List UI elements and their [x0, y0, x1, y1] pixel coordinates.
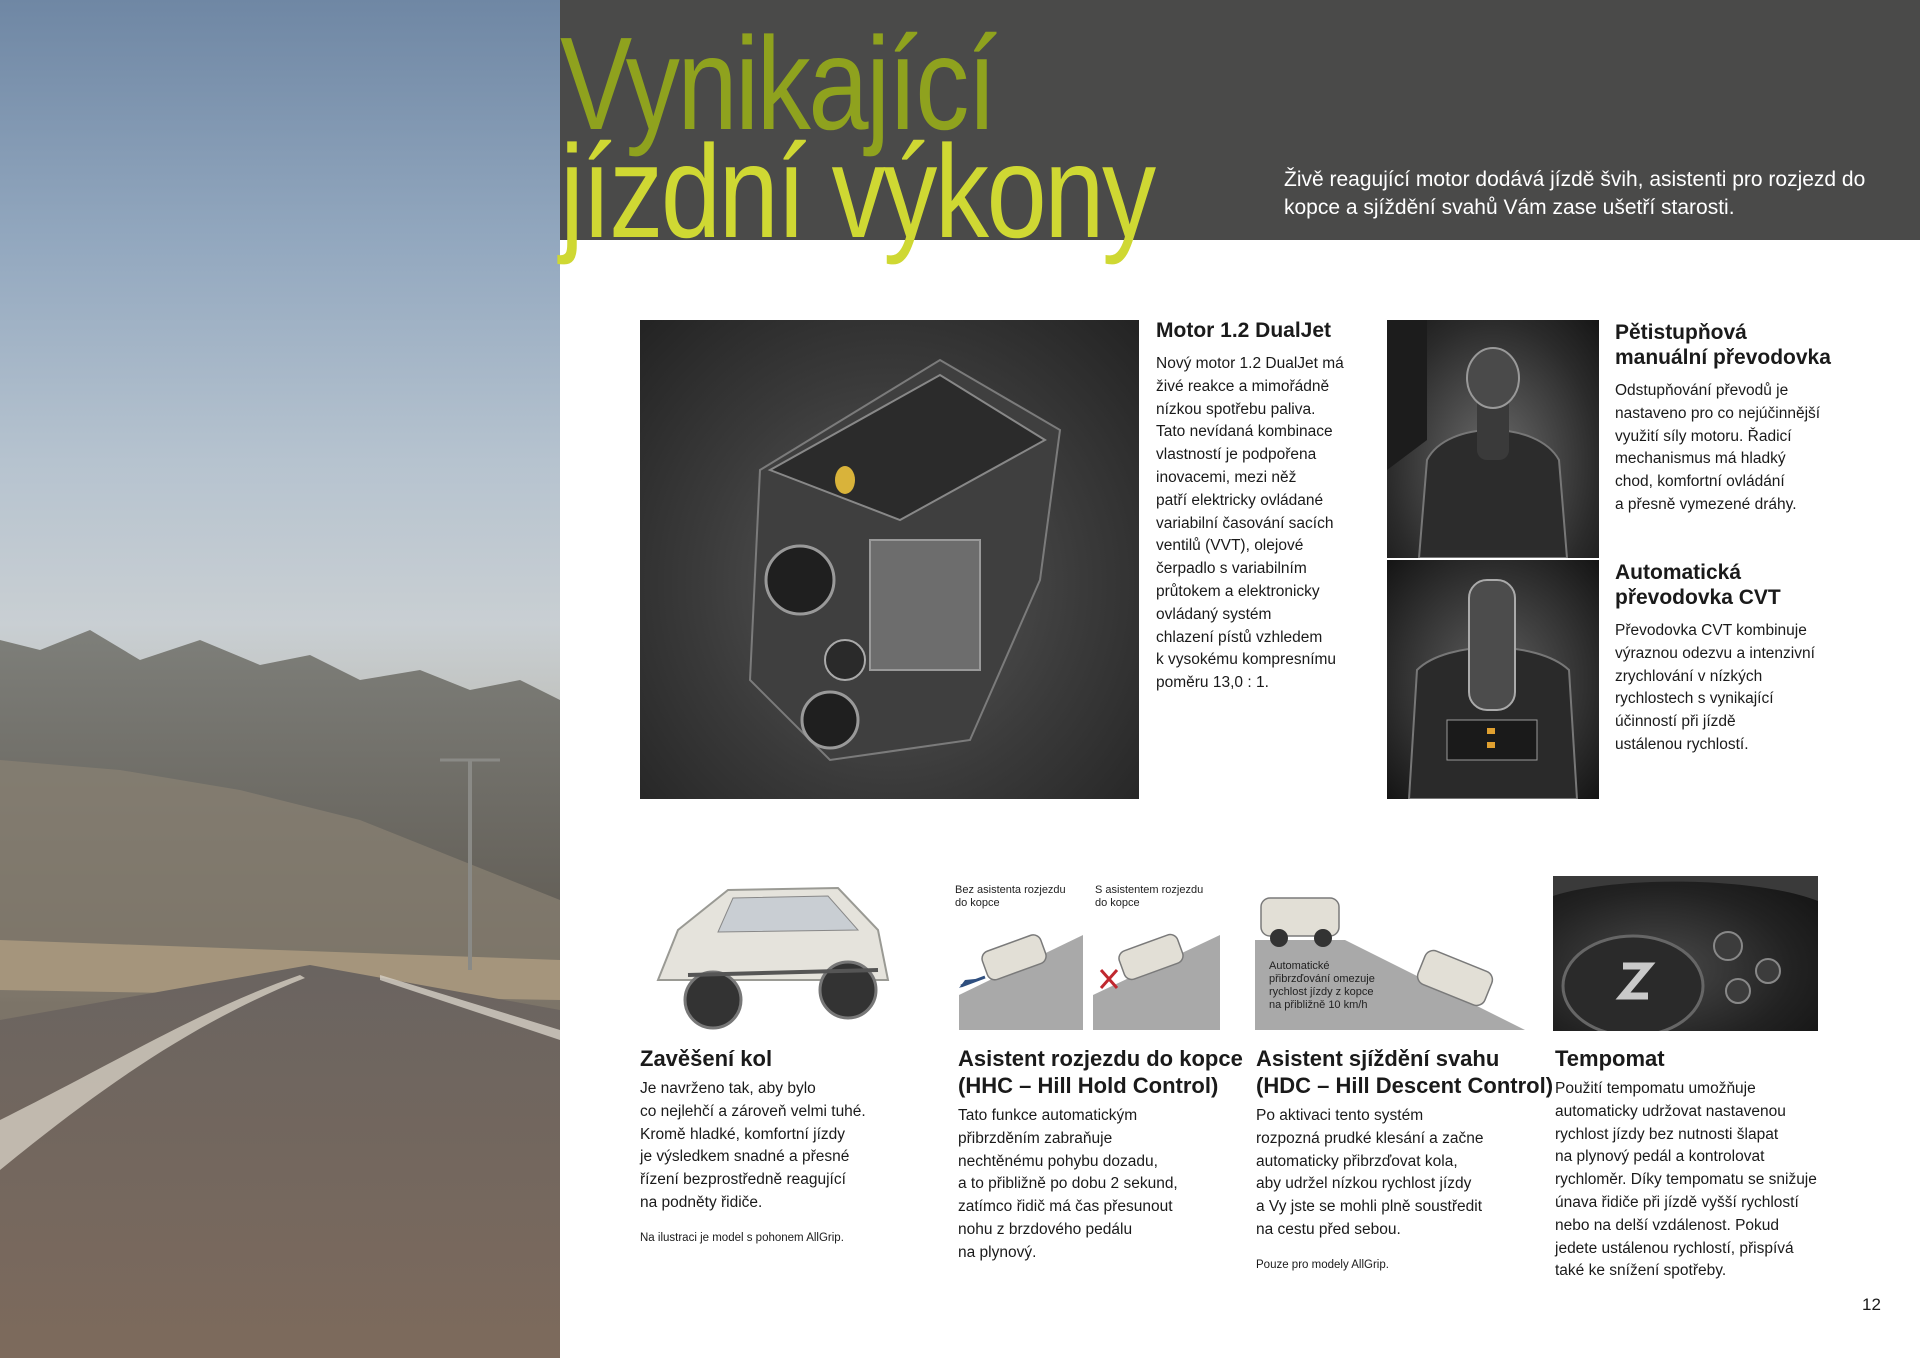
car-chassis-illustration [638, 870, 908, 1040]
title-line-1: Vynikající [560, 10, 995, 157]
road-photo [0, 0, 560, 1358]
suspension-note: Na ilustraci je model s pohonem AllGrip. [640, 1231, 844, 1244]
steering-wheel-illustration [1553, 876, 1818, 1031]
hdc-heading-line-2: (HDC – Hill Descent Control) [1256, 1073, 1554, 1098]
cvt-body: Převodovka CVT kombinuje výraznou odezvu a intenzivní zrychlování v nízkých rychlostech s vynikající účinností při jízdě ustálenou rychlostí. [1615, 622, 1815, 753]
hhc-illustration [955, 880, 1225, 1030]
cruise-control-photo [1553, 876, 1818, 1031]
engine-photo [640, 320, 1139, 799]
page-title [560, 10, 1154, 265]
hhc-body: Tato funkce automatickým přibrzděním zabraňuje nechtěnému pohybu dozadu, a to přibližně po dobu 2 sekund, zatímco řidič má čas přesunout nohu z brzdového pedálu na plynový. [958, 1107, 1178, 1261]
hhc-label-with: S asistentem rozjezdu do kopce [1095, 884, 1204, 909]
hdc-body: Po aktivaci tento systém rozpozná prudké klesání a začne automaticky přibrzďovat kola, aby udržel nízkou rychlost jízdy a Vy jste se mohli plně soustředit na cestu před sebou. [1256, 1107, 1484, 1238]
cvt-heading-line-1: Automatická [1615, 561, 1742, 584]
hdc-section [1256, 1045, 1556, 1273]
hhc-heading-line-1: Asistent rozjezdu do kopce [958, 1046, 1243, 1071]
cvt-heading-line-2: převodovka CVT [1615, 586, 1781, 609]
hdc-heading-line-1: Asistent sjíždění svahu [1256, 1046, 1500, 1071]
hhc-label-without: Bez asistenta rozjezdu do kopce [955, 884, 1066, 909]
suspension-body: Je navrženo tak, aby bylo co nejlehčí a zároveň velmi tuhé. Kromě hladké, komfortní jízdy je výsledkem snadné a přesné řízení bezprostředně reagující na podněty řidiče. [640, 1080, 866, 1211]
hdc-label: Automatické přibrzďování omezuje rychlost jízdy z kopce na přibližně 10 km/h [1269, 960, 1375, 1011]
suspension-photo [638, 870, 908, 1040]
title-line-2: jízdní výkony [560, 118, 1154, 265]
cvt-gearbox-photo [1387, 560, 1599, 799]
engine-body: Nový motor 1.2 DualJet má živé reakce a mimořádně nízkou spotřebu paliva. Tato nevídaná kombinace vlastností je podpořena inovacemi, mezi něž patří elektricky ovládané variabilní časování sacích ventilů (VVT), olejové čerpadlo s variabilním průtokem a elektronicky ovládaný systém chlazení pístů vzhledem k vysokému kompresnímu poměru 13,0 : 1. [1156, 355, 1344, 692]
manual-body: Odstupňování převodů je nastaveno pro co nejúčinnější využití síly motoru. Řadicí mechanismus má hladký chod, komfortní ovládání a přesně vymezené dráhy. [1615, 382, 1821, 513]
lead-text: Živě reagující motor dodává jízdě švih, asistenti pro rozjezd do kopce a sjíždění svahů Vám zase ušetří starosti. [1284, 168, 1866, 219]
engine-section [1156, 318, 1376, 695]
engine-heading: Motor 1.2 DualJet [1156, 319, 1332, 342]
hill-hold-diagram [955, 880, 1225, 1030]
hdc-note: Pouze pro modely AllGrip. [1256, 1258, 1389, 1271]
cruise-section [1555, 1045, 1865, 1283]
suspension-section [640, 1045, 930, 1246]
cvt-section [1615, 560, 1915, 757]
hhc-heading-line-2: (HHC – Hill Hold Control) [958, 1073, 1219, 1098]
manual-heading-line-1: Pětistupňová [1615, 321, 1747, 344]
suspension-heading: Zavěšení kol [640, 1046, 773, 1071]
cruise-body: Použití tempomatu umožňuje automaticky udržovat nastavenou rychlost jízdy bez nutnosti šlapat na plynový pedál a kontrolovat rychloměr. Díky tempomatu se snižuje únava řidiče při jízdě vyšší rychlostí nebo na delší vzdálenost. Pokud jedete ustálenou rychlostí, přispívá také ke snížení spotřeby. [1555, 1080, 1817, 1280]
hhc-section [958, 1045, 1258, 1265]
manual-heading-line-2: manuální převodovka [1615, 346, 1831, 369]
road-scene-illustration [0, 0, 560, 1358]
cvt-selector-illustration [1387, 560, 1599, 799]
manual-gearbox-photo [1387, 320, 1599, 558]
cruise-heading: Tempomat [1555, 1046, 1665, 1071]
page-number: 12 [1862, 1295, 1881, 1314]
manual-section [1615, 320, 1915, 517]
engine-illustration [640, 320, 1139, 799]
gear-shifter-illustration [1387, 320, 1599, 558]
hdc-illustration [1255, 880, 1525, 1030]
